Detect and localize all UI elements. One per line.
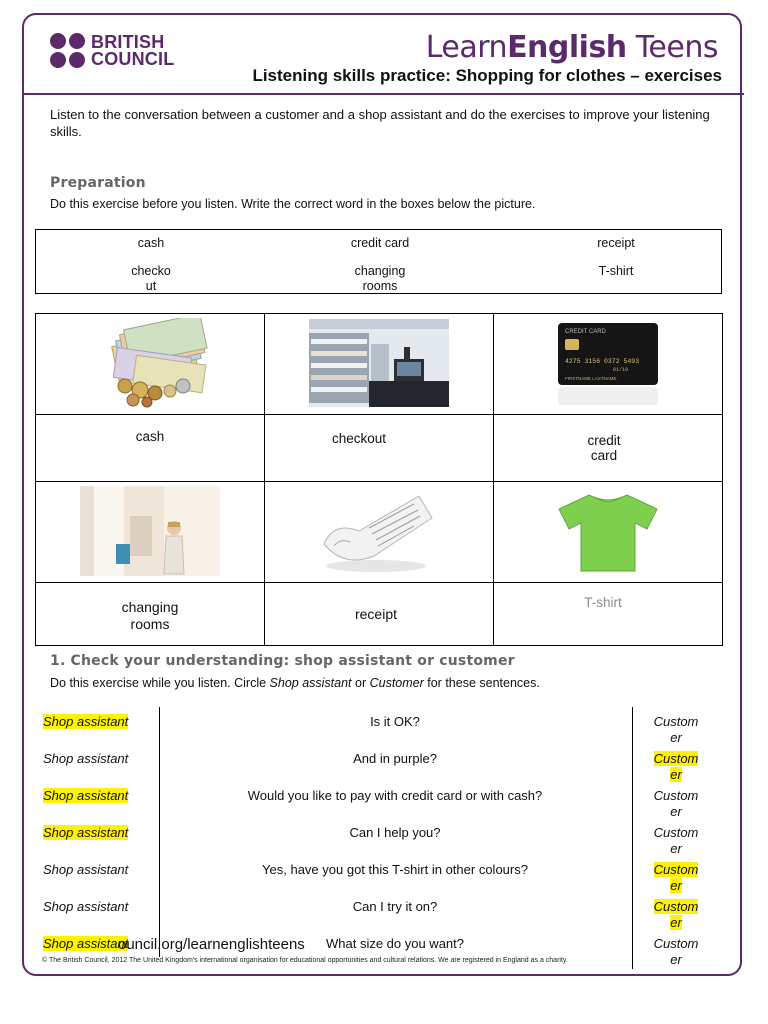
credit-card-image	[553, 319, 663, 407]
cell-credit-card-image	[494, 314, 723, 415]
sentence: Yes, have you got this T-shirt in other colours?	[262, 862, 528, 877]
option-shop-assistant[interactable]: Shop assistant	[43, 714, 129, 729]
cell-receipt-image	[265, 482, 494, 583]
sentence: What size do you want?	[325, 936, 465, 951]
logo-dots-icon	[50, 33, 85, 68]
sentence: And in purple?	[353, 751, 437, 766]
option-customer[interactable]: Custom er	[653, 751, 699, 782]
table-row	[40, 782, 720, 818]
table-row	[40, 708, 720, 744]
learnenglish-teens-logo: LearnEnglish Teens	[425, 30, 718, 65]
answer-t-shirt: T-shirt	[494, 583, 723, 646]
option-shop-assistant[interactable]: Shop assistant	[43, 899, 129, 914]
exercise1-heading: 1. Check your understanding: shop assistant or customer	[50, 653, 515, 669]
option-customer[interactable]: Custom er	[653, 936, 699, 967]
cell-checkout-image	[265, 314, 494, 415]
sentence: Would you like to pay with credit card or with cash?	[247, 788, 543, 803]
sentence: Can I try it on?	[352, 899, 438, 914]
header-divider	[22, 93, 744, 95]
intro-text: Listen to the conversation between a customer and a shop assistant and do the exercises to improve your listening skills.	[50, 107, 710, 139]
t-shirt-image	[553, 487, 663, 575]
cell-cash-image	[36, 314, 265, 415]
table-row	[40, 893, 720, 929]
answer-receipt: receipt	[265, 583, 494, 646]
option-shop-assistant[interactable]: Shop assistant	[43, 936, 129, 951]
answer-changing-rooms: changing rooms	[36, 583, 265, 646]
logo-line-1: BRITISH	[91, 31, 165, 52]
word-receipt: receipt	[597, 236, 635, 250]
option-customer[interactable]: Custom er	[653, 714, 699, 745]
preparation-instruction: Do this exercise before you listen. Write the correct word in the boxes below the picture.	[50, 197, 536, 211]
option-customer[interactable]: Custom er	[653, 788, 699, 819]
cell-changing-rooms-image	[36, 482, 265, 583]
table-row	[40, 856, 720, 892]
answer-credit-card: credit card	[494, 415, 723, 482]
option-customer[interactable]: Custom er	[653, 862, 699, 893]
option-customer[interactable]: Custom er	[653, 899, 699, 930]
card-name-text: FIRSTNAME LASTNAME	[565, 375, 617, 381]
sentence: Is it OK?	[370, 714, 420, 729]
option-shop-assistant[interactable]: Shop assistant	[43, 751, 129, 766]
receipt-image	[314, 486, 444, 576]
word-credit-card: credit card	[350, 236, 410, 250]
cell-t-shirt-image	[494, 482, 723, 583]
option-shop-assistant[interactable]: Shop assistant	[43, 788, 129, 803]
picture-table	[35, 313, 723, 646]
word-cash: cash	[137, 236, 165, 250]
word-checkout: checko ut	[131, 264, 171, 293]
option-shop-assistant[interactable]: Shop assistant	[43, 862, 129, 877]
answer-checkout: checkout	[265, 415, 494, 482]
footer-copyright: © The British Council, 2012 The United Kingdom's international organisation for educational opportunities and cultural relations. We are registered in England as a charity.	[42, 957, 568, 964]
card-title-text: CREDIT CARD	[565, 328, 606, 335]
page-title: Listening skills practice: Shopping for clothes – exercises	[252, 66, 722, 85]
footer-url[interactable]: ouncil.org/learnenglishteens	[118, 936, 305, 953]
word-t-shirt: T-shirt	[598, 264, 634, 278]
sentence: Can I help you?	[349, 825, 441, 840]
cash-image	[85, 318, 215, 408]
answer-cash: cash	[36, 415, 265, 482]
changing-rooms-image	[80, 486, 220, 576]
table-row	[40, 745, 720, 781]
card-expiry-text: 01/19	[613, 366, 629, 373]
card-number-text: 4275 3156 0372 5493	[565, 357, 640, 365]
word-box	[35, 229, 722, 294]
option-shop-assistant[interactable]: Shop assistant	[43, 825, 129, 840]
british-council-logo	[50, 33, 174, 68]
checkout-image	[309, 319, 449, 407]
word-changing-rooms: changing rooms	[354, 264, 406, 293]
exercise1-instruction: Do this exercise while you listen. Circle Shop assistant or Customer for these sentences.	[50, 676, 540, 690]
option-customer[interactable]: Custom er	[653, 825, 699, 856]
preparation-heading: Preparation	[50, 175, 146, 191]
logo-line-2: COUNCIL	[91, 48, 175, 69]
table-row	[40, 819, 720, 855]
